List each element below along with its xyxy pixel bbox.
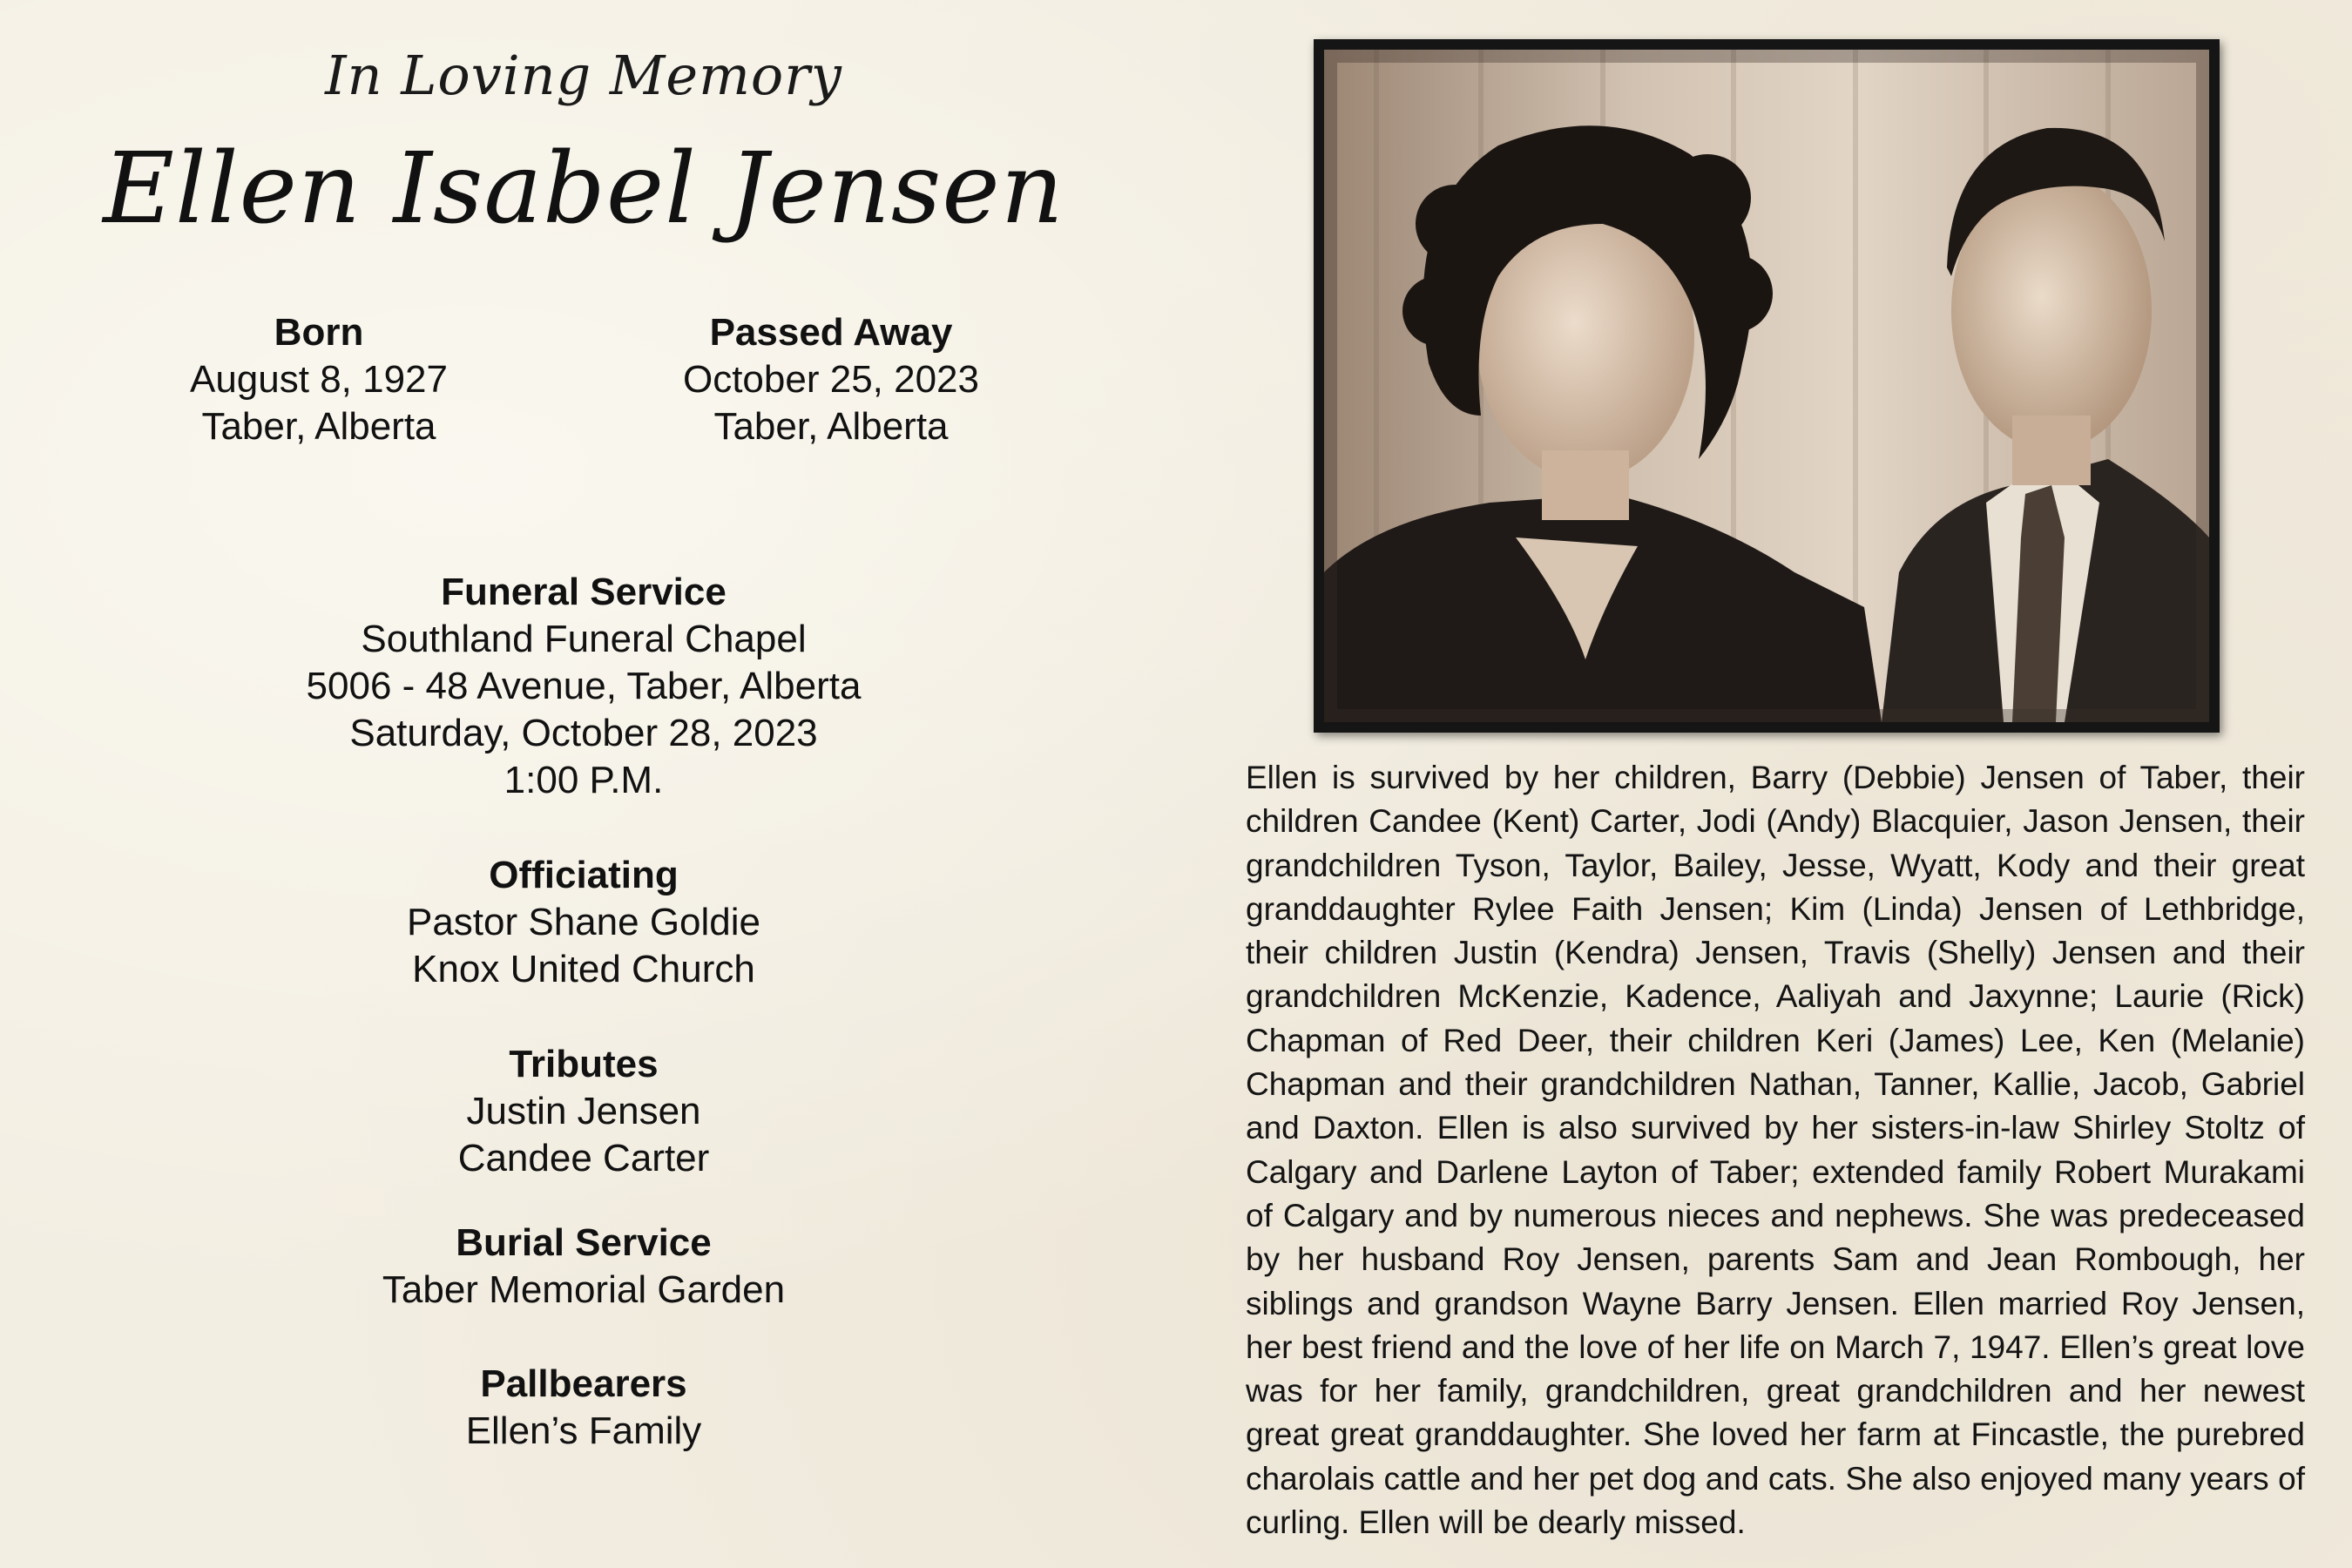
funeral-time: 1:00 P.M. [504, 759, 664, 801]
officiating-church: Knox United Church [412, 948, 755, 990]
funeral-venue: Southland Funeral Chapel [361, 618, 807, 660]
born-block [49, 309, 589, 450]
funeral-service-block [105, 569, 1063, 804]
tributes-block [105, 1041, 1063, 1182]
born-date: August 8, 1927 [189, 358, 448, 401]
deceased-name-title: Ellen Isabel Jensen [103, 132, 1064, 246]
funeral-address: 5006 - 48 Avenue, Taber, Alberta [306, 665, 862, 707]
biography-paragraph: Ellen is survived by her children, Barry (Debbie) Jensen of Taber, their children Candee (Kent) Carter, Jodi (Andy) Blacquier, Jason Jensen, their grandchildren Tyson, Taylor, Bailey, Jesse, Wyatt, Kody and their great granddaughter Rylee Faith Jensen; Kim (Linda) Jensen of Lethbridge, their children Justin (Kendra) Jensen, Travis (Shelly) Jensen and their grandchildren McKenzie, Kadence, Aaliyah and Jaxynne; Laurie (Rick) Chapman of Red Deer, their children Keri (James) Lee, Ken (Melanie) Chapman and their grandchildren Nathan, Tanner, Kallie, Jacob, Gabriel and Daxton. Ellen is also survived by her sisters-in-law Shirley Stoltz of Calgary and Darlene Layton of Taber; extended family Robert Murakami of Calgary and by numerous nieces and nephews. She was predeceased by her husband Roy Jensen, parents Sam and Jean Rombough, her siblings and grandson Wayne Barry Jensen. Ellen married Roy Jensen, her best friend and the love of her life on March 7, 1947. Ellen’s great love was for her family, grandchildren, great grandchildren and her newest great great granddaughter. She loved her farm at Fincastle, the purebred charolais cattle and her pet dog and cats. She also enjoyed many years of curling. Ellen will be dearly missed. [1246, 760, 2305, 1541]
tributes-label: Tributes [509, 1043, 659, 1085]
passed-away-label: Passed Away [709, 311, 953, 354]
tribute-person: Justin Jensen [466, 1090, 701, 1132]
passed-away-date: October 25, 2023 [682, 358, 979, 401]
born-label: Born [274, 311, 364, 354]
pallbearers-label: Pallbearers [480, 1362, 687, 1405]
passed-away-block [561, 309, 1101, 450]
officiating-pastor: Pastor Shane Goldie [406, 901, 761, 943]
memorial-details-column [0, 0, 1167, 1568]
passed-away-place: Taber, Alberta [713, 405, 949, 448]
born-place: Taber, Alberta [201, 405, 436, 448]
couple-portrait-photo-icon [1324, 50, 2209, 722]
burial-place: Taber Memorial Garden [382, 1268, 786, 1311]
burial-service-label: Burial Service [456, 1221, 712, 1264]
in-loving-memory-heading: In Loving Memory [325, 44, 842, 107]
pallbearers-value: Ellen’s Family [465, 1409, 702, 1452]
pallbearers-block [105, 1361, 1063, 1455]
officiating-block [105, 852, 1063, 993]
tribute-person: Candee Carter [457, 1137, 710, 1179]
funeral-service-label: Funeral Service [441, 571, 727, 613]
funeral-date: Saturday, October 28, 2023 [349, 712, 818, 754]
officiating-label: Officiating [489, 854, 679, 896]
portrait-photo-frame [1314, 39, 2220, 733]
burial-service-block [105, 1220, 1063, 1314]
